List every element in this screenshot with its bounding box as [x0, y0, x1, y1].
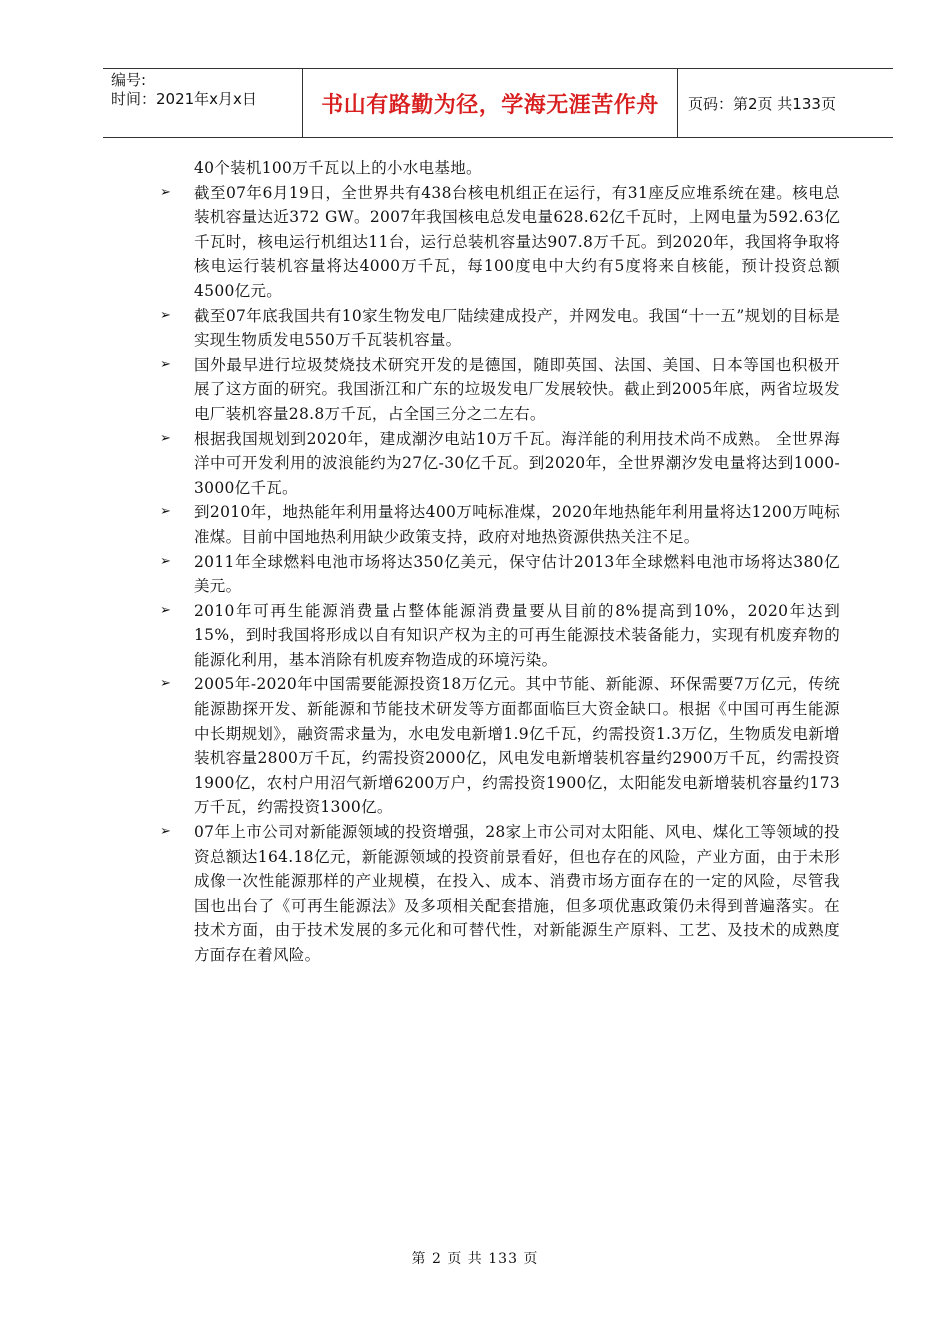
list-item: [160, 427, 840, 501]
list-item-text: 根据我国规划到2020年，建成潮汐电站10万千瓦。海洋能的利用技术尚不成熟。 全世界海洋中可开发利用的波浪能约为27亿-30亿千瓦。到2020年，全世界潮汐发电量将达到1000-3000亿千瓦。: [194, 429, 840, 497]
list-item-text: 2005年-2020年中国需要能源投资18万亿元。其中节能、新能源、环保需要7万亿元，传统能源勘探开发、新能源和节能技术研发等方面都面临巨大资金缺口。根据《中国可再生能源中长期规划》，融资需求量为，水电发电新增1.9亿千瓦，约需投资1.3万亿，生物质发电新增装机容量2800万千瓦，约需投资2000亿，风电发电新增装机容量约2900万千瓦，约需投资1900亿，农村户用沼气新增6200万户，约需投资1900亿，太阳能发电新增装机容量约173万千瓦，约需投资1300亿。: [194, 675, 840, 817]
list-item: [160, 353, 840, 427]
arrow-bullet-icon: ➢: [160, 602, 172, 618]
arrow-bullet-icon: ➢: [160, 430, 172, 446]
list-item: [160, 820, 840, 968]
continuation-paragraph: 40个装机100万千瓦以上的小水电基地。: [194, 159, 482, 177]
document-body: [160, 156, 840, 968]
list-item-text: 截至07年6月19日，全世界共有438台核电机组正在运行，有31座反应堆系统在建。核电总装机容量达近372 GW。2007年我国核电总发电量628.62亿千瓦时，上网电量为592.63亿千瓦时，核电运行机组达11台，运行总装机容量达907.8万千瓦。到2020年，我国将争取将核电运行装机容量将达4000万千瓦，每100度电中大约有5度将来自核能，预计投资总额4500亿元。: [194, 183, 840, 300]
list-item: [160, 550, 840, 599]
header-time-label: 时间：2021年x月x日: [111, 90, 257, 108]
list-item-text: 07年上市公司对新能源领域的投资增强，28家上市公司对太阳能、风电、煤化工等领域的投资总额达164.18亿元，新能源领域的投资前景看好，但也存在的风险，产业方面，由于未形成像一次性能源那样的产业规模，在投入、成本、消费市场方面存在的一定的风险，尽管我国也出台了《可再生能源法》及多项相关配套措施，但多项优惠政策仍未得到普遍落实。在技术方面，由于技术发展的多元化和可替代性，对新能源生产原料、工艺、及技术的成熟度方面存在着风险。: [194, 823, 840, 964]
list-item: [160, 500, 840, 549]
list-item-text: 到2010年，地热能年利用量将达400万吨标准煤，2020年地热能年利用量将达1200万吨标准煤。目前中国地热利用缺少政策支持，政府对地热资源供热关注不足。: [194, 503, 840, 546]
list-item-text: 截至07年底我国共有10家生物发电厂陆续建成投产，并网发电。我国“十一五”规划的目标是实现生物质发电550万千瓦装机容量。: [194, 306, 840, 350]
page-footer: 第 2 页 共 133 页: [411, 1251, 539, 1267]
arrow-bullet-icon: ➢: [160, 504, 172, 520]
list-item-text: 国外最早进行垃圾焚烧技术研究开发的是德国，随即英国、法国、美国、日本等国也积极开展了这方面的研究。我国浙江和广东的垃圾发电厂发展较快。截止到2005年底，两省垃圾发电厂装机容量28.8万千瓦，占全国三分之二左右。: [194, 355, 840, 423]
arrow-bullet-icon: ➢: [160, 184, 172, 200]
header-meta: [103, 69, 303, 137]
list-item: [160, 599, 840, 673]
list-item-text: 2010年可再生能源消费量占整体能源消费量要从目前的8%提高到10%，2020年达到15%，到时我国将形成以自有知识产权为主的可再生能源技术装备能力，实现有机废弃物的能源化利用，基本消除有机废弃物造成的环境污染。: [194, 601, 840, 669]
header-number-label: 编号:: [111, 71, 147, 89]
arrow-bullet-icon: ➢: [160, 676, 172, 692]
list-item: [160, 672, 840, 820]
list-item: [160, 181, 840, 304]
list-item: [160, 304, 840, 353]
list-item-text: 2011年全球燃料电池市场将达350亿美元，保守估计2013年全球燃料电池市场将达380亿美元。: [194, 552, 840, 596]
arrow-bullet-icon: ➢: [160, 553, 172, 569]
page-header: [103, 68, 893, 138]
arrow-bullet-icon: ➢: [160, 307, 172, 323]
header-motto: 书山有路勤为径，学海无涯苦作舟: [303, 69, 678, 137]
arrow-bullet-icon: ➢: [160, 356, 172, 372]
arrow-bullet-icon: ➢: [160, 824, 172, 840]
header-page-code: 页码：第2页 共133页: [688, 94, 836, 113]
